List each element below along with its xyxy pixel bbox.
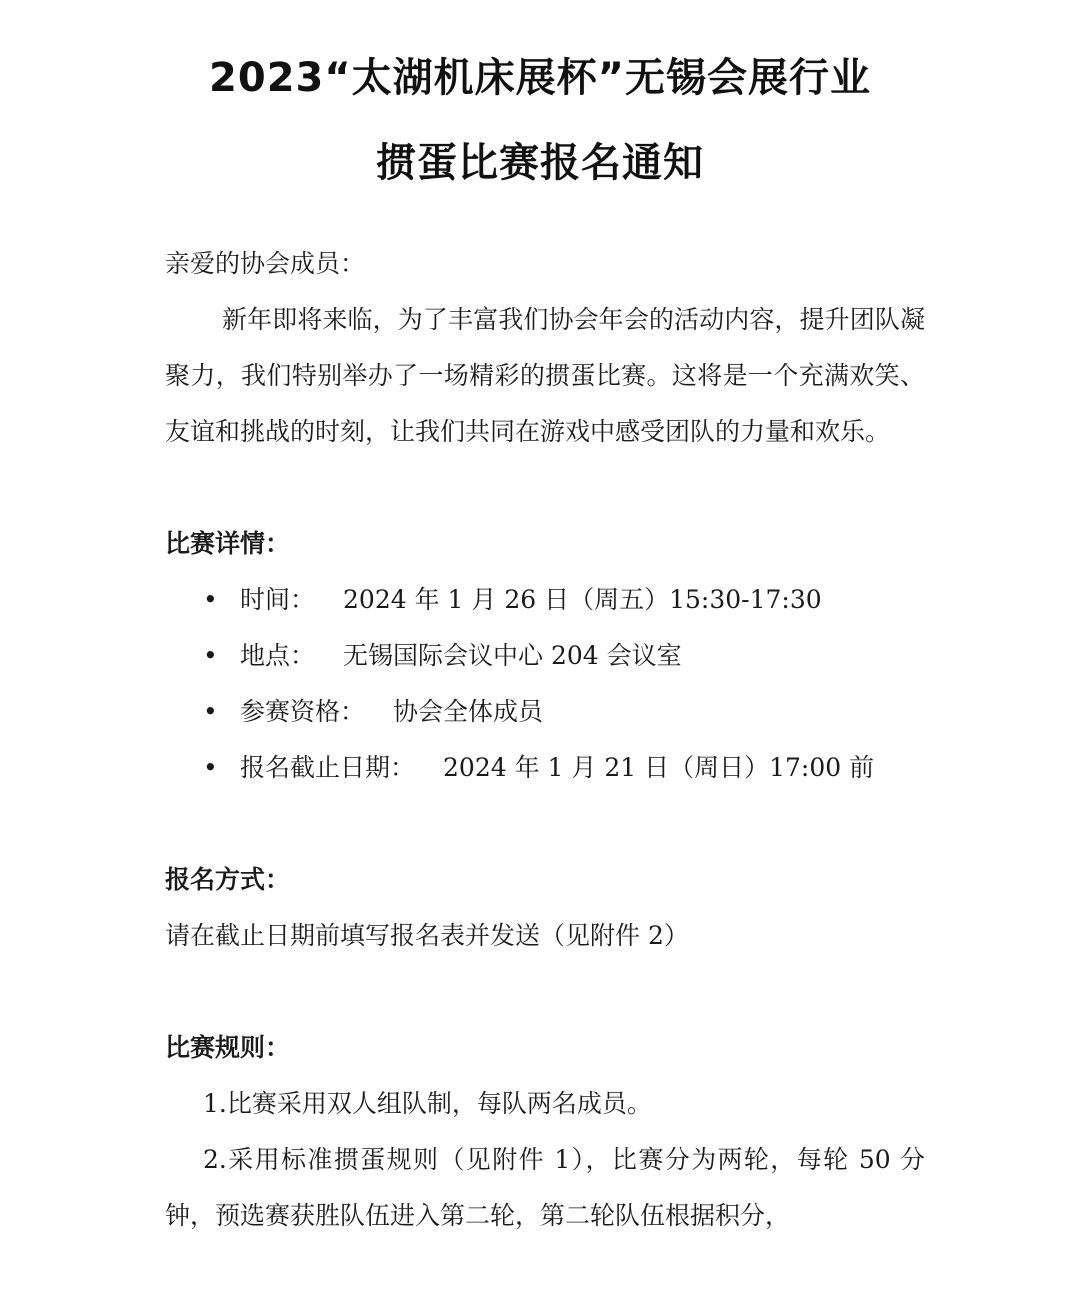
- detail-value-deadline: 2024 年 1 月 21 日（周日）17:00 前: [443, 753, 875, 782]
- detail-label-time: 时间：: [240, 585, 316, 614]
- details-heading: 比赛详情：: [165, 529, 291, 558]
- detail-value-location: 无锡国际会议中心 204 会议室: [343, 641, 682, 670]
- detail-item-eligibility: [165, 684, 925, 740]
- greeting: 亲爱的协会成员：: [165, 249, 366, 278]
- detail-value-eligibility: 协会全体成员: [393, 697, 544, 726]
- details-list: [165, 572, 925, 796]
- document-title-line-1: 2023“太湖机床展杯”无锡会展行业: [209, 55, 871, 101]
- bullet-icon: •: [203, 585, 218, 614]
- registration-text: 请在截止日期前填写报名表并发送（见附件 2）: [165, 921, 689, 950]
- detail-label-location: 地点：: [240, 641, 316, 670]
- intro-paragraph: 新年即将来临，为了丰富我们协会年会的活动内容，提升团队凝聚力，我们特别举办了一场精彩的掼蛋比赛。这将是一个充满欢笑、友谊和挑战的时刻，让我们共同在游戏中感受团队的力量和欢乐。: [165, 305, 925, 446]
- bullet-icon: •: [203, 641, 218, 670]
- detail-label-deadline: 报名截止日期：: [240, 753, 416, 782]
- document-body: [165, 236, 925, 1244]
- rules-heading: 比赛规则：: [165, 1033, 291, 1062]
- bullet-icon: •: [203, 697, 218, 726]
- detail-value-time: 2024 年 1 月 26 日（周五）15:30-17:30: [343, 585, 822, 614]
- rule-item-1: 1.比赛采用双人组队制，每队两名成员。: [203, 1089, 652, 1118]
- detail-item-location: [165, 628, 925, 684]
- document-title-line-2: 掼蛋比赛报名通知: [376, 140, 704, 186]
- detail-item-time: [165, 572, 925, 628]
- rule-item-2: 2.采用标准掼蛋规则（见附件 1），比赛分为两轮，每轮 50 分钟，预选赛获胜队伍进入第二轮，第二轮队伍根据积分，: [165, 1145, 925, 1230]
- detail-label-eligibility: 参赛资格：: [240, 697, 366, 726]
- registration-heading: 报名方式：: [165, 865, 291, 894]
- bullet-icon: •: [203, 753, 218, 782]
- detail-item-deadline: [165, 740, 925, 796]
